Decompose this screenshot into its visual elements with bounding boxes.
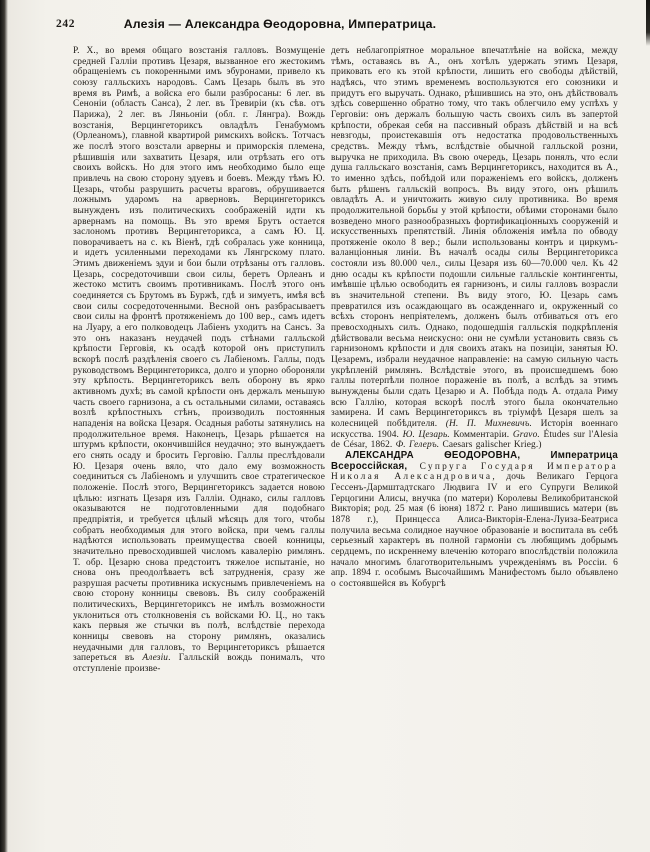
page-number: 242 xyxy=(56,18,76,30)
alesia-italic-placename: Алезіи xyxy=(142,653,169,664)
bibliography-text-4: Caesars galischer Krieg.) xyxy=(439,440,542,451)
article-headword-suffix: Императрица Всероссійская, xyxy=(331,449,618,472)
bibliography-author-geler: Ф. Гелеръ. xyxy=(395,440,440,451)
article-body: , дочь Великаго Герцога Гессенъ-Дармштадтскаго Людвига IV и его Супруги Великой Герцогини Алисы, внучка (по матери) Королевы Великобританской Викторія; род. 25 мая (6 іюня) 1872 г. Рано лишившись матери (въ 1878 г.), Принцесса Алиса-Викторія-Елена-Луиза-Беатриса получила весьма солидное научное образованіе и воспитала въ себѣ серьезный характеръ въ полной гармоніи съ любящимъ добрымъ сердцемъ, по искреннему влеченію котораго впослѣдствіи положила начало многимъ благотворительнымъ учрежденіямъ въ Россіи. 6 апр. 1894 г. особымъ Высочайшимъ Манифестомъ было объявлено о состоявшейся въ Кобургѣ xyxy=(331,472,618,589)
bibliography-author-gravo: Gravo. xyxy=(512,429,540,440)
left-column xyxy=(73,46,325,806)
alesia-right-body: детъ неблагопріятное моральное впечатлѣніе на войска, между тѣмъ, оставаясь въ А., онъ хотѣлъ удержать этимъ Цезаря, приковать его къ этой крѣпости, лишить его свободы дѣйствій, надѣясь, что этимъ временемъ воспользуются его союзники и придутъ его выручать. Однако, рѣшившись на это, онъ дѣйствовалъ здѣсь совершенно обратно тому, что такъ облегчило ему успѣхъ у Герговіи: онъ держалъ большую часть своихъ силъ въ запертой крѣпости, обрекая себя на пассивный образъ дѣйствій и на всѣ невзгоды, проистекавшія отъ недостатка продовольственныхъ средствъ. Между тѣмъ, вслѣдствіе обычной галльской розни, выручка не приходила. Въ свою очередь, Цезарь понялъ, что если душа галльскаго возстанія, самъ Верцингеториксъ, находится въ А., то именно здѣсь, побѣдой или пораженіемъ его войскъ, долженъ быть рѣшенъ галльскій вопросъ. Въ виду этого, онъ рѣшилъ овладѣть А. и уничтожить живую силу противника. Во время продолжительной борьбы у этой крѣпости, обѣими сторонами было возведено много разнообразныхъ фортификаціонныхъ сооруженій и искусственныхъ препятствій. Линія обложенія имѣла по обводу протяженіе около 8 вер.; были использованы контръ и циркумъ-валанціонныя линіи. Въ началѣ осады силы Верцингеторикса состояли изъ 80.000 чел., силы Цезаря изъ 60—70.000 чел. Къ 42 дню осады къ крѣпости подошли сильные галльскіе контингенты, имѣвшіе цѣлью освободить ея гарнизонъ, и силы галловъ возрасли въ значительной степени. Въ виду этого, Ю. Цезарь самъ превратился изъ осаждающаго въ осажденнаго и, окруженный со всѣхъ сторонъ непріятелемъ, долженъ былъ отбиваться отъ его превосходныхъ силъ. Однако, подошедшія галльскія подкрѣпленія дѣйствовали весьма неискусно: они не сумѣли установить связь съ гарнизономъ крѣпости и для своихъ атакъ на позиціи, занятыя Ю. Цезаремъ, избрали неудачное направленіе: на самую сильную часть укрѣпленій римлянъ. Вслѣдствіе этого, въ происшедшемъ бою галлы потерпѣли полное пораженіе въ полѣ, а вслѣдъ за этимъ вынуждены были сдать Цезарю и А. Побѣда подъ А. отдала Риму всю Галлію, которая вскорѣ послѣ этого была окончательно замирена. И самъ Верцингеториксъ въ тріумфѣ Цезаря шелъ за колесницей побѣдителя. xyxy=(331,46,618,429)
alesia-article-continuation-left xyxy=(73,46,325,675)
running-header: Алезія — Александра Ѳеодоровна, Императрица. xyxy=(123,17,437,31)
bibliography-caesar: Ю. Цезарь. xyxy=(402,429,450,440)
alesia-text-after-italic: . Галльскій вождь понималъ, что отступленіе произве- xyxy=(73,653,325,675)
scan-gutter-shadow xyxy=(0,0,8,852)
bibliography-text-3: Études sur l'Alesia de César, 1862. xyxy=(331,429,618,451)
right-column xyxy=(331,46,618,846)
alesia-article-continuation-right xyxy=(331,46,618,451)
bibliography-author-mikhnevich: (Н. П. Михневичъ. xyxy=(445,418,532,429)
article-spaced-subtitle: Супруга Государя Императора Николая Александровича xyxy=(331,461,618,483)
article-headword: АЛЕКСАНДРА ѲЕОДОРОВНА, xyxy=(345,449,521,461)
alesia-text-before-italic: Р. Х., во время общаго возстанія галловъ. Возмущеніе средней Галліи противъ Цезаря, вызванное его жестокимъ обращеніемъ съ покоренными имъ эбуронами, привело къ союзу галльскихъ народовъ. Самъ Цезарь былъ въ это время въ Римѣ, а войска его были разбросаны: 6 лег. въ Сеноніи (область Санса), 2 лег. въ Тревиріи (къ сѣв. отъ Парижа), 2 лег. въ Ляньоніи (обл. г. Лянгра). Вождь возстанія, Верцингеториксъ овладѣлъ Генабумомъ (Орлеаномъ), главной квартирой римскихъ войскъ. Тотчасъ же послѣ этого возстали арверны и приморскія племена, рѣшившія или захватить Цезаря, или отрѣзать его отъ своихъ войскъ. Но для этого имъ необходимо было еще привлечь на свою сторону эдуевъ и боевъ. Между тѣмъ Ю. Цезарь, чтобы разрушить расчеты враговъ, обрушивается ложнымъ ударомъ на арверновъ. Верцингеториксъ вынужденъ изъ политическихъ соображеній идти къ арвернамъ на помощь. Въ это время Брутъ остается заслономъ противъ Верцингеторикса, а самъ Ю. Ц. поворачиваетъ на с. къ Віенѣ, гдѣ собралась уже конница, и идетъ усиленными переходами къ Лянгрскому плато. Этимъ движеніемъ эдуи и бои были отрѣзаны отъ галловъ. Цезарь, сосредоточивши свои силы, беретъ Орлеанъ и жестоко мститъ своимъ противникамъ. Послѣ этого онъ соединяется съ Брутомъ въ Буржѣ, гдѣ и зимуетъ, имѣя всѣ свои силы сосредоточенными. Весной онъ разбрасываетъ свои силы на фронтѣ протяженіемъ до 100 вер., самъ идетъ на Луару, а его полководецъ Лабіенъ уходитъ на Сансъ. За это онъ наказанъ неудачей подъ стѣнами галльской крѣпости Герговія, къ осадѣ которой онъ приступилъ вскорѣ послѣ раздѣленія своего съ Лабіеномъ. Галлы, подъ руководствомъ Верцингеторикса, долго и упорно обороняли эту крѣпость. Верцингеториксъ велъ оборону въ ярко активномъ духѣ; въ самой крѣпости онъ держалъ меньшую часть своего гарнизона, а съ остальными силами, оставаясь возлѣ крѣпостныхъ стѣнъ, производилъ постоянныя нападенія на войска Цезаря. Осадныя работы затянулись на продолжительное время. Наконецъ, Цезарь рѣшается на штурмъ крѣпости, окончившійся неудачно; это вынуждаетъ его снять осаду и бросить Герговію. Галлы преслѣдовали Ю. Цезаря очень вяло, что дало ему возможность соединиться съ Лабіеномъ и улучшить свое стратегическое положеніе. Послѣ этого, Верцингеториксъ задается новою цѣлью: изгнать Цезаря изъ Галліи. Однако, силы галловъ оказываются не подготовленными для подобнаго предпріятія, и требуется цѣлый мѣсяцъ для того, чтобы собрать необходимыя для этого войска, при чемъ галлы надѣются использовать преимущества своей конницы, значительно превосходившей числомъ кавалерію римлянъ. Т. обр. Цезарю снова предстоитъ тяжелое испытаніе, но снова онъ преодолѣваетъ всѣ затрудненія, сразу же разрушая расчеты противника искуснымъ привлеченіемъ на свою сторону конницы свевовъ. Въ силу соображеній политическихъ, Верцингеториксъ не имѣлъ возможности уклониться отъ столкновенія съ войсками Ю. Ц., но такъ какъ первыя же стычки въ полѣ, вслѣдствіе перехода конницы свевовъ на сторону римлянъ, оказались неудачными для галловъ, то Верцингеториксъ рѣшается запереться въ xyxy=(73,46,325,664)
alexandra-feodorovna-article xyxy=(331,451,618,590)
bibliography-text-2: Комментаріи. xyxy=(449,429,513,440)
bibliography-text-1: Исторія военнаго искусства. 1904. xyxy=(331,418,618,440)
scan-edge-artifact xyxy=(646,0,650,46)
